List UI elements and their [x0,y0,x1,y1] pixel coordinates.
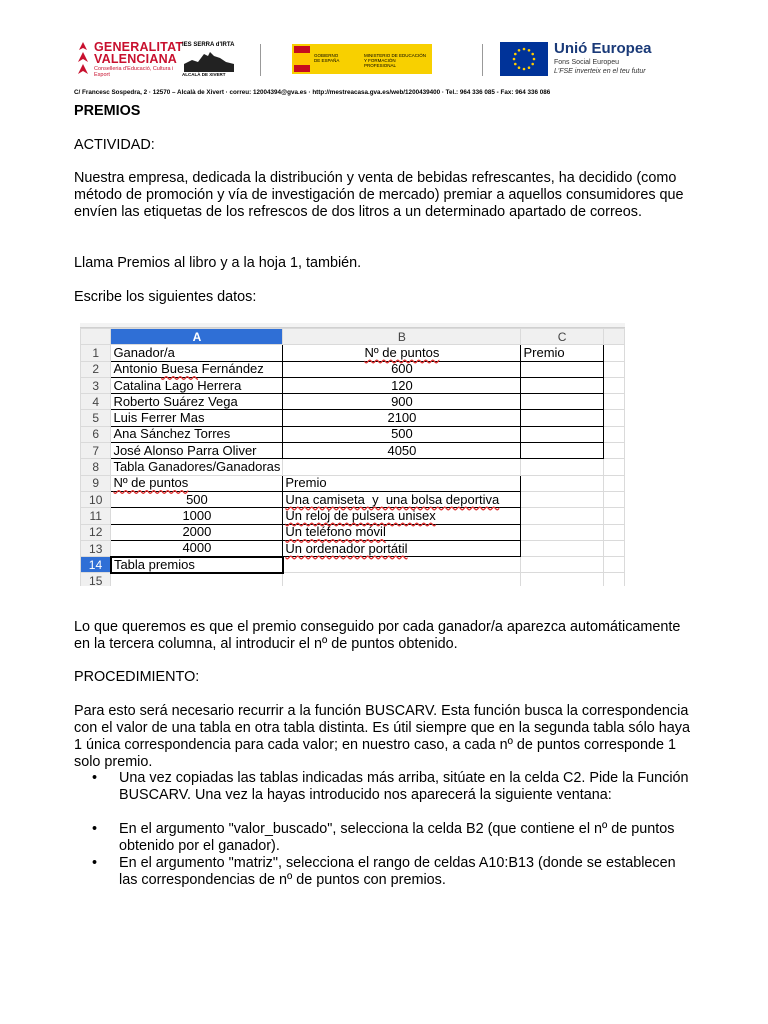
cell-a4[interactable]: Roberto Suárez Vega [111,394,283,410]
header-divider [482,44,483,76]
row-header-active[interactable]: 14 [81,557,111,573]
cell-a11[interactable]: 1000 [111,508,283,524]
column-header-a[interactable]: A [111,329,283,345]
header-divider [260,44,261,76]
letterhead [72,38,692,82]
ministry-name-text: MINISTERIO DE EDUCACIÓN Y FORMACIÓN PROFESIONAL [364,53,427,68]
cell-d7[interactable] [603,443,624,459]
activity-paragraph: Nuestra empresa, dedicada la distribución y venta de bebidas refrescantes, ha decidido (como método de promoción y vía de investigación de mercado) premiar a aquellos consumidores que envíen las etiquetas de los refrescos de dos litros a un determinado apartado de correos. [74,170,684,220]
cell-a5[interactable]: Luis Ferrer Mas [111,410,283,426]
cell-d8[interactable] [603,459,624,475]
page-title: PREMIOS [74,103,141,119]
table-row [81,377,625,393]
cell-d11[interactable] [603,508,624,524]
table-row [81,524,625,540]
generalitat-emblem-icon [76,40,90,80]
cell-b10[interactable] [283,491,521,507]
instruction-rename: Llama Premios al libro y a la hoja 1, también. [74,255,362,271]
cell-c14[interactable] [521,557,603,573]
cell-b15[interactable] [283,573,521,586]
procedure-steps [74,770,694,889]
eu-tagline: L'FSE inverteix en el teu futur [554,68,646,75]
generalitat-name: GENERALITAT VALENCIANA [94,40,184,66]
cell-d2[interactable] [603,361,624,377]
table-row [81,557,625,573]
cell-d1[interactable] [603,345,624,361]
cell-b5[interactable]: 2100 [283,410,521,426]
cell-a6[interactable]: Ana Sánchez Torres [111,426,283,442]
cell-d13[interactable] [603,540,624,556]
table-row [81,491,625,507]
row-header[interactable]: 6 [81,426,111,442]
cell-a12[interactable]: 2000 [111,524,283,540]
table-row [81,475,625,491]
row-header[interactable]: 13 [81,540,111,556]
cell-c1[interactable]: Premio [521,345,603,361]
cell-d3[interactable] [603,377,624,393]
cell-b13[interactable] [283,540,521,556]
cell-a2-word: Buesa [161,361,199,377]
row-header[interactable]: 10 [81,491,111,507]
cell-b12-text: Un teléfono móvil [285,524,386,540]
cell-a9-text: Nº de puntos [113,475,189,491]
cell-b1[interactable] [283,345,521,361]
school-logo [180,42,236,80]
eu-flag-icon [500,42,548,76]
cell-a9[interactable] [111,475,283,491]
table-row [81,426,625,442]
ministry-government-text: GOBIERNO DE ESPAÑA [314,53,340,63]
corner-cell[interactable] [81,329,111,345]
cell-a10[interactable]: 500 [111,491,283,507]
activity-heading: ACTIVIDAD: [74,137,155,153]
cell-b14[interactable] [283,557,521,573]
cell-c11[interactable] [521,508,603,524]
procedure-heading: PROCEDIMIENTO: [74,669,200,685]
generalitat-logo [76,40,184,82]
column-header-c[interactable]: C [521,329,603,345]
table-row [81,459,625,475]
cell-a1[interactable]: Ganador/a [111,345,283,361]
cell-d6[interactable] [603,426,624,442]
spreadsheet-screenshot [80,323,625,586]
castle-icon [184,50,234,72]
contact-line: C/ Francesc Sospedra, 2 · 12570 – Alcalà de Xivert · correu: 12004394@gva.es · http://mestreacasa.gva.es/web/1200439400 · Tel.: 964 336 085 - Fax: 964 336 086 [74,89,551,96]
cell-c7[interactable] [521,443,603,459]
row-header[interactable]: 9 [81,475,111,491]
cell-c5[interactable] [521,410,603,426]
cell-a2[interactable]: Antonio Buesa Fernández [111,361,283,377]
table-row [81,394,625,410]
generalitat-subtitle: Conselleria d'Educació, Cultura i Esport [94,66,174,78]
cell-a7[interactable]: José Alonso Parra Oliver [111,443,283,459]
cell-a15[interactable] [111,573,283,586]
cell-b4[interactable]: 900 [283,394,521,410]
eu-title: Unió Europea [554,40,652,57]
column-header-b[interactable]: B [283,329,521,345]
cell-b10-text: Una camiseta y una bolsa deportiva [285,491,500,507]
cell-d10[interactable] [603,491,624,507]
cell-c6[interactable] [521,426,603,442]
cell-d15[interactable] [603,573,624,586]
cell-b9[interactable]: Premio [283,475,521,491]
column-header-d[interactable] [603,329,624,345]
cell-d5[interactable] [603,410,624,426]
cell-b13-text: Un ordenador portátil [285,540,408,556]
row-header[interactable]: 2 [81,361,111,377]
list-item: • En el argumento "matriz", selecciona el rango de celdas A10:B13 (donde se establecen las correspondencias de nº de puntos con premios. [74,855,694,889]
list-item: • Una vez copiadas las tablas indicadas más arriba, sitúate en la celda C2. Pide la Función BUSCARV. Una vez la hayas introducido nos aparecerá la siguiente ventana: [74,770,694,804]
school-location: ALCALÀ DE XIVERT [182,72,226,77]
cell-a8[interactable]: Tabla Ganadores/Ganadoras [111,459,283,475]
table-row [81,443,625,459]
table-row [81,345,625,361]
cell-d4[interactable] [603,394,624,410]
row-header[interactable]: 4 [81,394,111,410]
procedure-paragraph: Para esto será necesario recurrir a la función BUSCARV. Esta función busca la correspondencia con el valor de una tabla en otra tabla distinta. Es útil siempre que en la segunda tabla sólo haya 1 única correspondencia para cada valor; en nuestro caso, a cada nº de puntos corresponde 1 solo premio. [74,703,691,770]
cell-c4[interactable] [521,394,603,410]
cell-c8[interactable] [521,459,603,475]
row-header[interactable]: 3 [81,377,111,393]
table-row [81,508,625,524]
cell-d9[interactable] [603,475,624,491]
cell-c12[interactable] [521,524,603,540]
row-header[interactable]: 8 [81,459,111,475]
cell-c2[interactable] [521,361,603,377]
cell-c10[interactable] [521,491,603,507]
cell-b6[interactable]: 500 [283,426,521,442]
spain-shield-icon [294,46,310,72]
cell-b12[interactable] [283,524,521,540]
cell-b1-text: Nº de puntos [364,344,440,360]
cell-b3[interactable]: 120 [283,377,521,393]
cell-c3[interactable] [521,377,603,393]
cell-a3[interactable]: Catalina Lago Herrera [111,377,283,393]
cell-d12[interactable] [603,524,624,540]
cell-b8[interactable] [283,459,521,475]
cell-a14-selected[interactable]: Tabla premios [111,557,283,573]
cell-b7[interactable]: 4050 [283,443,521,459]
instruction-write-data: Escribe los siguientes datos: [74,289,257,305]
row-header[interactable]: 1 [81,345,111,361]
list-item: • En el argumento "valor_buscado", selecciona la celda B2 (que contiene el nº de puntos obtenido por el ganador). [74,821,694,855]
cell-b11[interactable] [283,508,521,524]
row-header[interactable]: 11 [81,508,111,524]
cell-b11-text: Un reloj de pulsera unisex [285,507,436,523]
table-row [81,410,625,426]
spreadsheet-grid [80,328,625,586]
row-header[interactable]: 5 [81,410,111,426]
cell-b2[interactable]: 600 [283,361,521,377]
cell-a13[interactable]: 4000 [111,540,283,556]
ministry-logo [292,44,432,74]
column-header-row [81,329,625,345]
table-row [81,540,625,556]
row-header[interactable]: 7 [81,443,111,459]
eu-subtitle: Fons Social Europeu [554,59,619,66]
school-name: IES SERRA d'IRTA [182,42,235,48]
row-header[interactable]: 15 [81,573,111,586]
table-row [81,361,625,377]
table-row [81,573,625,586]
cell-c13[interactable] [521,540,603,556]
cell-d14[interactable] [603,557,624,573]
cell-c9[interactable] [521,475,603,491]
goal-paragraph: Lo que queremos es que el premio conseguido por cada ganador/a aparezca automáticamente en la tercera columna, al introducir el nº de puntos obtenido. [74,619,681,652]
row-header[interactable]: 12 [81,524,111,540]
cell-c15[interactable] [521,573,603,586]
